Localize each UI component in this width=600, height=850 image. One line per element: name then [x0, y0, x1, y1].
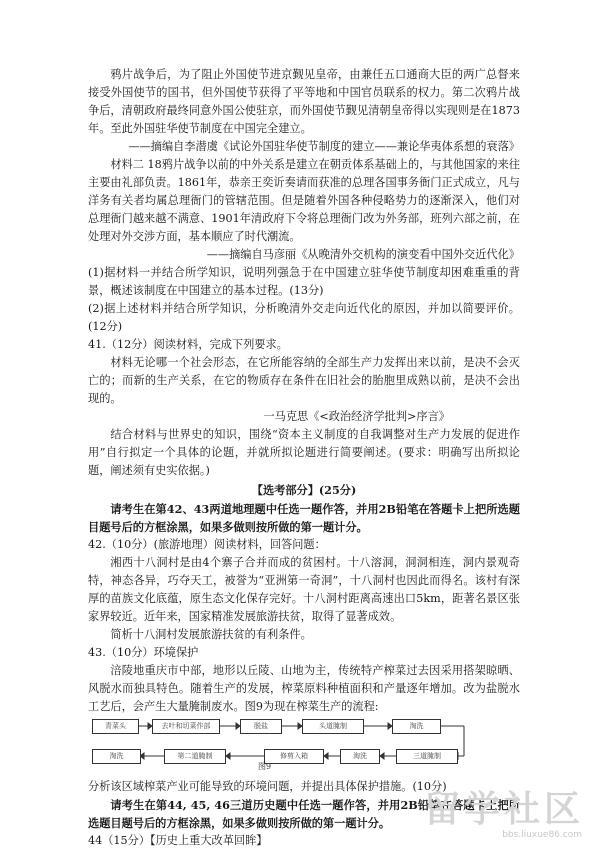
material-one-source: ——摘编自李潜虞《试论外国驻华使节制度的建立——兼论华夷体系想的衰落》 — [128, 140, 520, 153]
question-43-material: 涪陵地重庆市中部，地形以丘陵、山地为主，传统特产榨菜过去因采用搭架晾晒、风脱水而独具特色。随着生产的发展，榨菜原料种植面积和产量逐年增加。改为盐脱水工艺后，会产生大量腌制废水。图9为现在榨菜生产的流程: — [88, 664, 520, 713]
flow-step: 淘洗 — [92, 749, 141, 764]
question-41-material: 材料无论哪一个社会形态，在它所能容纳的全部生产力发挥出来以前，是决不会灭亡的；而新的生产关系，在它的物质存在条件在旧社会的胎胞里成熟以前，是决不会出现的。 — [88, 356, 520, 405]
flow-step: 头道腌制 — [302, 719, 364, 734]
flow-step: 三道腌制 — [396, 749, 458, 764]
geography-choice-notice: 请考生在第42、43两道地理题中任选一题作答，并用2B铅笔在答题卡上把所选题目题号后的方框涂黑，如果多做则按所做的第一题计分。 — [88, 502, 520, 534]
exam-page — [88, 66, 520, 850]
question-43-task: 分析该区域榨菜产业可能导致的环境问题，并提出具体保护措施。(10分) — [88, 780, 447, 793]
flow-step: 去叶和切菜作部 — [152, 719, 220, 734]
flow-step: 脱盐 — [240, 719, 282, 734]
figure-9-process-diagram — [88, 718, 520, 776]
flow-step: 修剪入箱 — [264, 749, 324, 764]
flow-step: 青菜头 — [92, 719, 139, 734]
site-watermark-url: bbs.liuxue86.com — [502, 830, 582, 840]
question-42-task: 简析十八洞村发展旅游扶贫的有利条件。 — [110, 628, 312, 641]
question-43-heading: 43.（10分）环境保护 — [88, 646, 199, 659]
flow-step: 淘洗 — [340, 749, 380, 764]
site-watermark-logo: 留学社区 — [423, 789, 584, 830]
question-41-task: 结合材料与世界史的知识，围绕“资本主义制度的自我调整对生产力发展的促进作用”自行拟定一个具体的论题，并就所拟论题进行简要阐述。(要求：明确写出所拟论题，阐述须有史实依据。) — [88, 428, 520, 477]
question-40-part-1: (1)据材料一并结合所学知识，说明列强急于在中国建立驻华使节制度却困难重重的背景，概述该制度在中国建立的基本过程。(13分) — [88, 266, 520, 297]
figure-caption: 图9 — [258, 762, 272, 771]
elective-section-title: 【选考部分】(25分) — [251, 483, 357, 497]
question-41-heading: 41.（12分）阅读材料，完成下列要求。 — [88, 338, 288, 351]
question-42-material: 湘西十八洞村是由4个寨子合并而成的贫困村。十八溶洞，洞洞相连，洞内景观奇特，神态各异，巧夺天工，被誉为“亚洲第一奇洞”，十八洞村也因此而得名。该村有深厚的苗族文化底蕴，原生态文化保存完好。十八洞村距离高速出口5km，距著名景区张家界较近。近年来，国家精准发展旅游扶贫，取得了显著成效。 — [88, 556, 520, 623]
flow-step: 第二道腌制 — [164, 749, 226, 764]
material-two-paragraph: 材料二 18鸦片战争以前的中外关系是建立在朝贡体系基础上的，与其他国家的来往主要由礼部负责。1861年，恭亲王奕䜣奏请而获准的总理各国事务衙门正式成立，凡与洋务有关者均属总理衙门的管辖范围。但是随着外国各种侵略势力的逐渐深入，他们对总理衙门越来越不满意、1901年清政府下令将总理衙门改为外务部，班列六部之前，在处理对外交涉方面，基本顺应了时代潮流。 — [88, 158, 520, 243]
material-one-paragraph: 鸦片战争后，为了阻止外国使节进京觐见皇帝，由兼任五口通商大臣的两广总督来接受外国使节的国书，但外国使节获得了平等地和中国官员联系的权力。第二次鸦片战争后，清朝政府最终同意外国公使驻京，而外国使节觐见清朝皇帝得以实现则是在1873年。至此外国驻华使节制度在中国完全建立。 — [88, 68, 520, 135]
material-two-source: ——摘编自马彦丽《从晚清外交机构的演变看中国外交近代化》 — [206, 248, 520, 261]
question-41-source: 一马克思《<政治经济学批判>序言》 — [263, 410, 450, 423]
history-choice-notice: 请考生在第44, 45, 46三道历史题中任选一题作答，并用2B铅笔在答题卡上把所选题目题号后的方框涂黑，如果多做则按所做的第一题计分。 — [88, 798, 520, 830]
question-40-part-2: (2)据上述材料并结合所学知识，分析晚清外交走向近代化的原因，并加以简要评价。(12分) — [88, 302, 520, 333]
flow-step: 淘洗 — [392, 719, 441, 734]
question-44-heading: 44（15分）【历史上重大改革回眸】 — [88, 834, 268, 847]
question-42-heading: 42.（10分）(旅游地理）阅读材料，回答问题： — [88, 538, 326, 551]
